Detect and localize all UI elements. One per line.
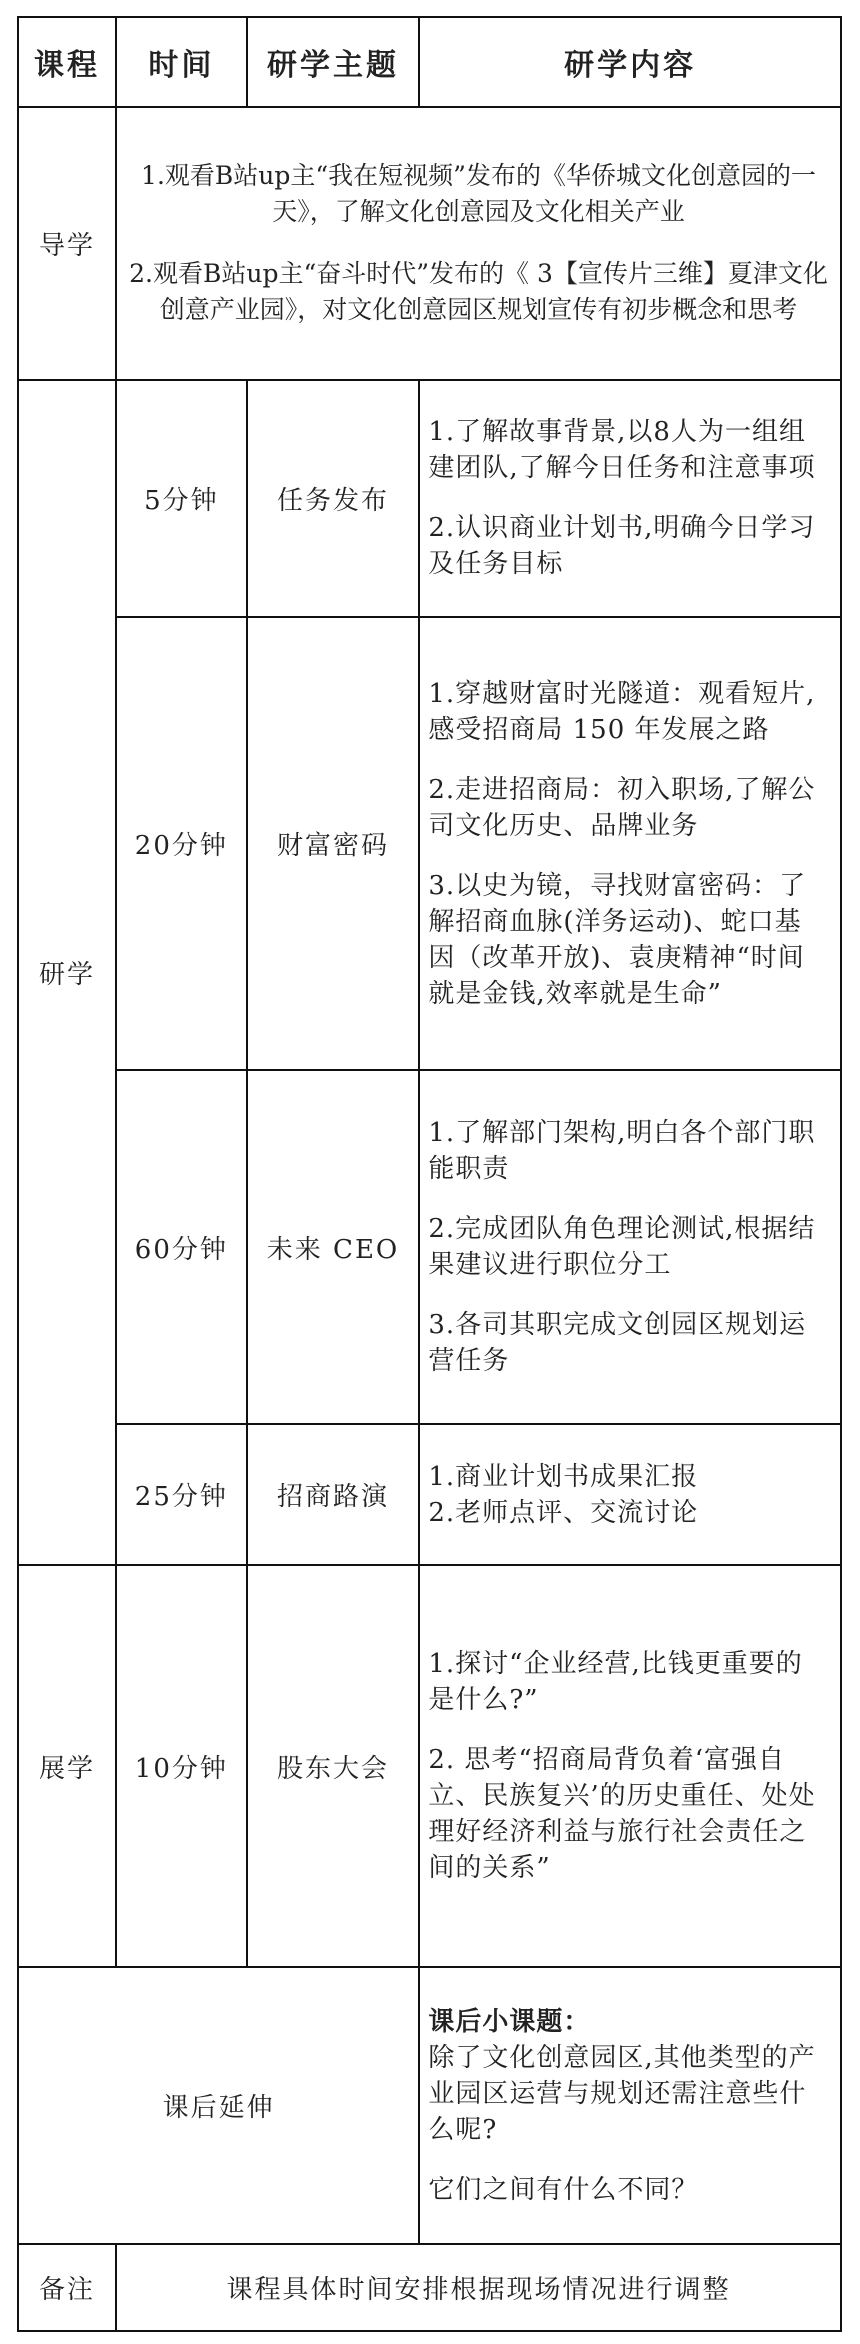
intro-content	[116, 107, 841, 379]
intro-item-2: 2.观看B站up主“奋斗时代”发布的《 3【宣传片三维】夏津文化创意产业园》，对文化创意园区规划宣传有初步概念和思考	[129, 259, 828, 325]
research-content-1	[419, 380, 841, 618]
research-content-2	[419, 617, 841, 1070]
research-1-item-1: 1.了解故事背景,以8人为一组组建团队,了解今日任务和注意事项	[428, 417, 816, 484]
header-content: 研学内容	[419, 17, 841, 107]
research-time-3: 60分钟	[116, 1070, 247, 1424]
research-4-line-1: 1.商业计划书成果汇报	[428, 1461, 699, 1492]
research-3-item-3: 3.各司其职完成文创园区规划运营任务	[428, 1310, 807, 1377]
research-2-item-3: 3.以史为镜，寻找财富密码：了解招商血脉(洋务运动)、蛇口基因（改革开放)、袁庚精神“时间就是金钱,效率就是生命”	[428, 870, 807, 1009]
research-row-3	[18, 1070, 841, 1424]
research-course: 研学	[18, 380, 116, 1566]
showcase-topic: 股东大会	[247, 1565, 420, 1967]
intro-item-1: 1.观看B站up主“我在短视频”发布的《华侨城文化创意园的一天》，了解文化创意园及文化相关产业	[141, 161, 816, 227]
research-2-item-1: 1.穿越财富时光隧道：观看短片,感受招商局 150 年发展之路	[428, 678, 816, 745]
research-row-1	[18, 380, 841, 618]
extension-label: 课后延伸	[18, 1967, 419, 2244]
research-time-1: 5分钟	[116, 380, 247, 618]
note-text: 课程具体时间安排根据现场情况进行调整	[116, 2244, 841, 2331]
research-row-2	[18, 617, 841, 1070]
research-time-4: 25分钟	[116, 1424, 247, 1565]
research-2-item-2: 2.走进招商局：初入职场,了解公司文化历史、品牌业务	[428, 774, 816, 841]
research-content-4	[419, 1424, 841, 1565]
showcase-content	[419, 1565, 841, 1967]
showcase-time: 10分钟	[116, 1565, 247, 1967]
research-topic-2: 财富密码	[247, 617, 420, 1070]
note-label: 备注	[18, 2244, 116, 2331]
research-4-line-2: 2.老师点评、交流讨论	[428, 1497, 699, 1528]
showcase-item-1: 1.探讨“企业经营,比钱更重要的是什么?”	[428, 1649, 803, 1716]
research-content-3	[419, 1070, 841, 1424]
header-time: 时间	[116, 17, 247, 107]
research-topic-1: 任务发布	[247, 380, 420, 618]
research-3-item-2: 2.完成团队角色理论测试,根据结果建议进行职位分工	[428, 1214, 816, 1281]
extension-followup: 它们之间有什么不同？	[428, 2174, 699, 2205]
showcase-row	[18, 1565, 841, 1967]
research-3-item-1: 1.了解部门架构,明白各个部门职能职责	[428, 1118, 816, 1185]
research-row-4	[18, 1424, 841, 1565]
extension-row	[18, 1967, 841, 2244]
header-course: 课程	[18, 17, 116, 107]
research-1-item-2: 2.认识商业计划书,明确今日学习及任务目标	[428, 513, 816, 580]
extension-title: 课后小课题：	[428, 2006, 591, 2037]
note-row	[18, 2244, 841, 2331]
extension-question: 除了文化创意园区,其他类型的产业园区运营与规划还需注意些什么呢?	[428, 2042, 816, 2145]
header-row	[18, 17, 841, 107]
course-schedule-table	[17, 16, 842, 2332]
extension-content	[419, 1967, 841, 2244]
research-topic-3: 未来 CEO	[247, 1070, 420, 1424]
showcase-course: 展学	[18, 1565, 116, 1967]
research-topic-4: 招商路演	[247, 1424, 420, 1565]
showcase-item-2: 2. 思考“招商局背负着‘富强自立、民族复兴’的历史重任、处处理好经济利益与旅行社会责任之间的关系”	[428, 1745, 816, 1884]
research-time-2: 20分钟	[116, 617, 247, 1070]
intro-row	[18, 107, 841, 379]
header-topic: 研学主题	[247, 17, 420, 107]
intro-course: 导学	[18, 107, 116, 379]
